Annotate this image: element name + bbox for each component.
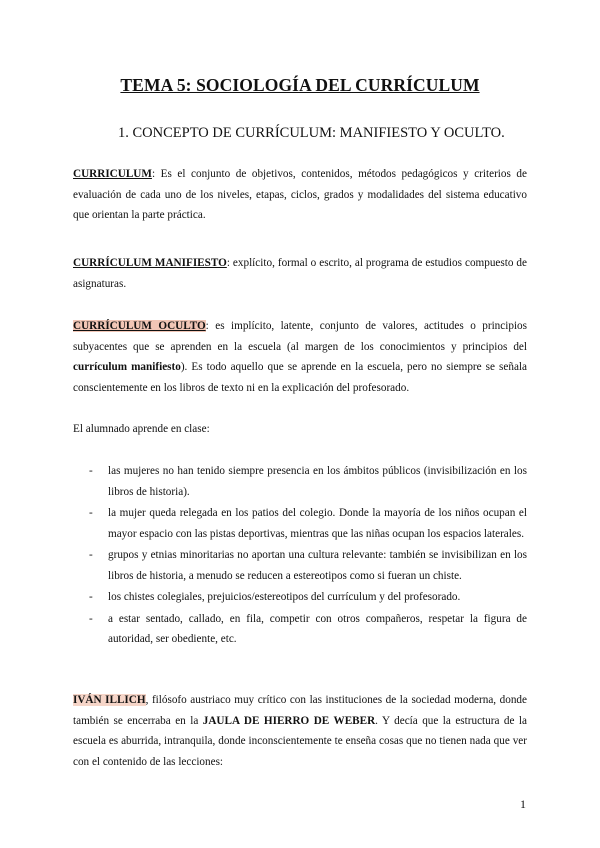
illich-text-a: , filósofo austriaco muy crítico con las instituciones de la sociedad moderna, donde también se encerraba en la (73, 694, 527, 727)
list-item: - a estar sentado, callado, en fila, competir con otros compañeros, respetar la figura de autoridad, ser obediente, etc. (89, 612, 527, 645)
list-item: - las mujeres no han tenido siempre presencia en los ámbitos públicos (invisibilización en los libros de historia). (89, 465, 527, 498)
oculto-definition-a: : es implícito, latente, conjunto de valores, actitudes o principios subyacentes que se aprenden en la escuela (al margen de los conocimientos y principios del (73, 320, 527, 353)
paragraph-oculto (73, 316, 527, 398)
oculto-bold-term: currículum manifiesto (73, 361, 181, 373)
intro-text: El alumnado aprende en clase: (73, 423, 210, 435)
term-manifiesto: CURRÍCULUM MANIFIESTO (73, 257, 227, 269)
oculto-definition-b: ). Es todo aquello que se aprende en la escuela, pero no siempre se señala conscientemente en los libros de texto ni en la explicación del profesorado. (73, 361, 527, 394)
list-item: - la mujer queda relegada en los patios del colegio. Donde la mayoría de los niños ocupan el mayor espacio con las pistas deportivas, mientras que las niñas ocupan los espacios laterales. (89, 507, 527, 540)
curriculum-definition: : Es el conjunto de objetivos, contenidos, métodos pedagógicos y criterios de evaluación de cada uno de los niveles, etapas, ciclos, grados y modalidades del sistema educativo que orientan la parte práctica. (73, 168, 527, 221)
page-number: 1 (520, 797, 526, 811)
learning-list (73, 461, 527, 651)
illich-text-b: . Y decía que la estructura de la escuela es aburrida, intranquila, donde inconscientemente te enseña cosas que no tienen nada que ver con el contenido de las lecciones: (73, 714, 527, 768)
illich-name: IVÁN ILLICH (73, 694, 146, 706)
paragraph-curriculum (73, 164, 527, 226)
paragraph-illich (73, 690, 527, 772)
term-oculto: CURRÍCULUM OCULTO (73, 320, 206, 332)
page-title: TEMA 5: SOCIOLOGÍA DEL CURRÍCULUM (120, 75, 480, 95)
manifiesto-definition: : explícito, formal o escrito, al programa de estudios compuesto de asignaturas. (73, 257, 527, 290)
term-curriculum: CURRICULUM (73, 168, 152, 180)
list-item: - grupos y etnias minoritarias no aportan una cultura relevante: también se invisibilizan en los libros de historia, a menudo se reducen a estereotipos como si fueran un chiste. (89, 549, 527, 582)
section-heading: 1. CONCEPTO DE CURRÍCULUM: MANIFIESTO Y OCULTO. (118, 125, 505, 141)
list-item: - los chistes colegiales, prejuicios/estereotipos del currículum y del profesorado. (89, 591, 461, 603)
paragraph-manifiesto (73, 253, 527, 294)
weber-cage: JAULA DE HIERRO DE WEBER (202, 714, 376, 727)
